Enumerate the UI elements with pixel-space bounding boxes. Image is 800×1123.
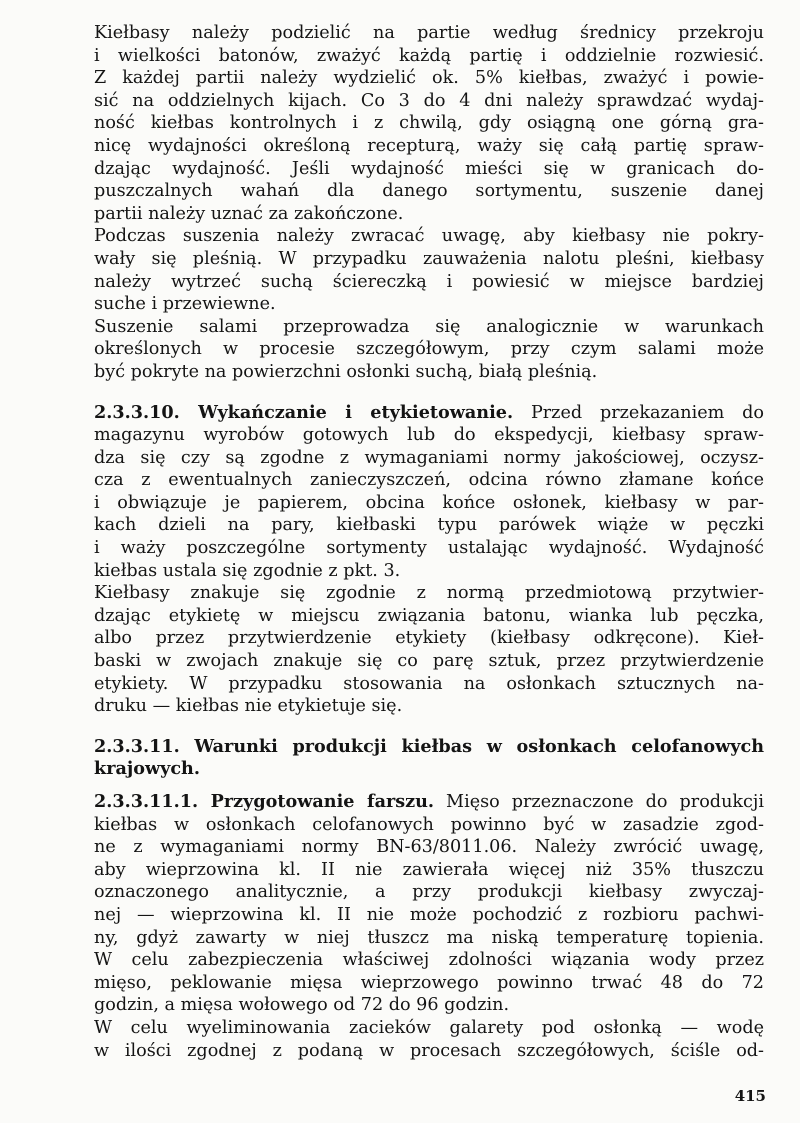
text-line: ność kiełbas kontrolnych i z chwilą, gdy osiągną one górną gra- bbox=[94, 113, 764, 134]
text-line: i wielkości batonów, zważyć każdą partię i oddzielnie rozwiesić. bbox=[94, 45, 764, 66]
text-line: dza się czy są zgodne z wymaganiami normy jakościowej, oczysz- bbox=[94, 447, 764, 468]
text-line: Z każdej partii należy wydzielić ok. 5% kiełbas, zważyć i powie- bbox=[94, 68, 764, 89]
text-line: baski w zwojach znakuje się co parę sztuk, przez przytwierdzenie bbox=[94, 651, 764, 672]
section-heading-cellophane-casings bbox=[94, 736, 764, 781]
section-text: Mięso przeznaczone do produkcji bbox=[434, 792, 764, 812]
text-line: być pokryte na powierzchni osłonki suchą, białą pleśnią. bbox=[94, 361, 598, 382]
heading-line: krajowych. bbox=[94, 758, 200, 780]
text-line: Podczas suszenia należy zwracać uwagę, aby kiełbasy nie pokry- bbox=[94, 226, 764, 247]
text-line: Kiełbasy należy podzielić na partie według średnicy przekroju bbox=[94, 23, 764, 43]
text-line: i obwiązuje je papierem, obcina końce osłonek, kiełbasy w par- bbox=[94, 492, 764, 513]
text-line: Kiełbasy znakuje się zgodnie z normą przedmiotową przytwier- bbox=[94, 583, 764, 604]
section-gap bbox=[94, 718, 764, 736]
text-line: ne z wymaganiami normy BN-63/8011.06. Należy zwrócić uwagę, bbox=[94, 837, 764, 858]
text-line: oznaczonego analitycznie, a przy produkcji kiełbasy zwyczaj- bbox=[94, 882, 764, 903]
text-line bbox=[94, 402, 764, 425]
paragraph-salami-drying bbox=[94, 316, 764, 384]
text-line: albo przez przytwierdzenie etykiety (kiełbasy odkręcone). Kieł- bbox=[94, 628, 764, 649]
text-line: druku — kiełbas nie etykietuje się. bbox=[94, 696, 403, 717]
text-line: Suszenie salami przeprowadza się analogicznie w warunkach bbox=[94, 316, 764, 337]
paragraph-jelly-leakage bbox=[94, 1017, 764, 1062]
text-line: W celu wyeliminowania zacieków galarety pod osłonką — wodę bbox=[94, 1017, 764, 1038]
text-line: puszczalnych wahań dla danego sortymentu, suszenie danej bbox=[94, 181, 764, 202]
text-line: dzając etykietę w miejscu związania batonu, wianka lub pęczka, bbox=[94, 605, 764, 626]
text-line: należy wytrzeć suchą ściereczką i powiesić w miejsce bardziej bbox=[94, 271, 764, 292]
section-text: Przed przekazaniem do bbox=[513, 402, 764, 423]
text-line: dzając wydajność. Jeśli wydajność mieści się w granicach do- bbox=[94, 158, 764, 179]
text-line: nicę wydajności określoną recepturą, waży się całą partię spraw- bbox=[94, 135, 764, 156]
text-line: i waży poszczególne sortymenty ustalając wydajność. Wydajność bbox=[94, 538, 764, 559]
text-line: godzin, a mięsa wołowego od 72 do 96 godzin. bbox=[94, 995, 510, 1016]
text-line bbox=[94, 791, 764, 814]
text-line: cza z ewentualnych zanieczyszczeń, odcina równo złamane końce bbox=[94, 470, 764, 491]
text-line: wały się pleśnią. W przypadku zauważenia nalotu pleśni, kiełbasy bbox=[94, 248, 764, 269]
paragraph-mold-prevention bbox=[94, 225, 764, 315]
text-line: kach dzieli na pary, kiełbaski typu parówek wiąże w pęczki bbox=[94, 515, 764, 536]
page-number: 415 bbox=[734, 1087, 766, 1105]
text-line: mięso, peklowanie mięsa wieprzowego powinno trwać 48 do 72 bbox=[94, 972, 764, 993]
text-line: nej — wieprzowina kl. II nie może pochodzić z rozbioru pachwi- bbox=[94, 904, 764, 925]
text-line: magazynu wyrobów gotowych lub do ekspedycji, kiełbasy spraw- bbox=[94, 425, 764, 446]
text-line: kiełbas ustala się zgodnie z pkt. 3. bbox=[94, 560, 401, 581]
section-heading: 2.3.3.11.1. Przygotowanie farszu. bbox=[94, 791, 435, 812]
text-line: partii należy uznać za zakończone. bbox=[94, 203, 404, 224]
paragraph-drying-batches bbox=[94, 22, 764, 225]
section-heading: 2.3.3.10. Wykańczanie i etykietowanie. bbox=[94, 401, 514, 423]
text-line: ny, gdyż zawarty w niej tłuszcz ma niską temperaturę topienia. bbox=[94, 927, 764, 948]
section-gap bbox=[94, 781, 764, 791]
text-line: suche i przewiewne. bbox=[94, 294, 276, 315]
heading-line: 2.3.3.11. Warunki produkcji kiełbas w osłonkach celofanowych bbox=[94, 735, 764, 757]
section-stuffing-preparation bbox=[94, 791, 764, 1017]
section-gap bbox=[94, 384, 764, 402]
text-line: W celu zabezpieczenia właściwej zdolności wiązania wody przez bbox=[94, 950, 764, 971]
text-line: aby wieprzowina kl. II nie zawierała więcej niż 35% tłuszczu bbox=[94, 859, 764, 880]
text-line: określonych w procesie szczegółowym, przy czym salami może bbox=[94, 339, 764, 360]
text-line: sić na oddzielnych kijach. Co 3 do 4 dni należy sprawdzać wydaj- bbox=[94, 90, 764, 111]
text-line: kiełbas w osłonkach celofanowych powinno być w zasadzie zgod- bbox=[94, 814, 764, 835]
paragraph-labeling-rules bbox=[94, 582, 764, 718]
text-line: w ilości zgodnej z podaną w procesach szczegółowych, ściśle od- bbox=[94, 1040, 764, 1061]
text-line: etykiety. W przypadku stosowania na osłonkach sztucznych na- bbox=[94, 673, 764, 694]
section-finishing-labeling bbox=[94, 402, 764, 583]
